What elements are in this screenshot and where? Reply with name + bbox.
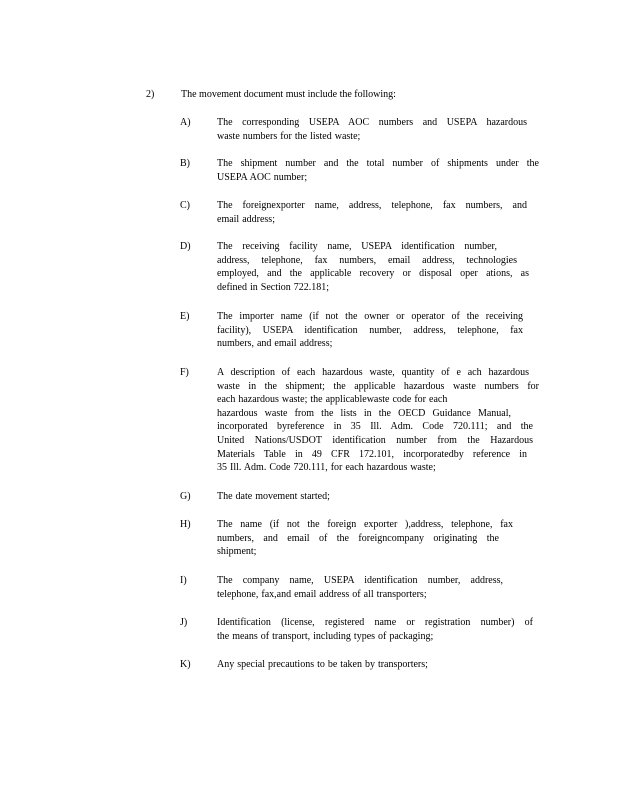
main-item-marker: 2) — [146, 89, 155, 100]
sub-item-text — [217, 310, 539, 351]
text-line: USEPA AOC number; — [217, 171, 308, 183]
sub-item-marker: K) — [180, 659, 191, 670]
text-line: the means of transport, including types of packaging; — [217, 630, 434, 642]
sub-item-marker: H) — [180, 519, 191, 530]
sub-item-text — [217, 518, 539, 559]
sub-item-marker: A) — [180, 117, 191, 128]
text-line: The shipment number and the total number of shipments under the — [217, 158, 539, 169]
text-line: numbers, and email of the foreigncompany originating the — [217, 532, 499, 544]
sub-item-marker: E) — [180, 311, 190, 322]
sub-item-text — [217, 658, 539, 672]
text-line: numbers, and email address; — [217, 338, 333, 350]
sub-item-text — [217, 116, 539, 143]
sub-item-marker: F) — [180, 367, 189, 378]
text-line: 35 Ill. Adm. Code 720.111, for each hazardous waste; — [217, 462, 436, 474]
sub-item-marker: D) — [180, 241, 191, 252]
sub-item-text — [217, 574, 539, 601]
sub-item-marker: G) — [180, 491, 191, 502]
text-line: shipment; — [217, 546, 257, 558]
text-line: waste in the shipment; the applicable hazardous waste numbers for — [217, 380, 539, 392]
text-line: The name (if not the foreign exporter ),address, telephone, fax — [217, 519, 513, 530]
text-line: A description of each hazardous waste, quantity of e ach hazardous — [217, 367, 529, 378]
text-line: Any special precautions to be taken by transporters; — [217, 659, 428, 670]
text-line: The foreignexporter name, address, telephone, fax numbers, and — [217, 200, 527, 211]
text-line: The corresponding USEPA AOC numbers and USEPA hazardous — [217, 117, 527, 128]
text-line: defined in Section 722.181; — [217, 281, 330, 293]
text-line: waste numbers for the listed waste; — [217, 130, 361, 142]
text-line: The date movement started; — [217, 491, 330, 502]
text-line: Identification (license, registered name or registration number) of — [217, 617, 533, 628]
text-line: The receiving facility name, USEPA identification number, — [217, 241, 497, 252]
sub-item-text — [217, 240, 539, 294]
sub-item-text — [217, 616, 539, 643]
sub-item-text — [217, 490, 539, 504]
text-line: each hazardous waste; the applicablewaste code for each — [217, 394, 448, 406]
text-line: address, telephone, fax numbers, email address, technologies — [217, 254, 517, 266]
sub-item-marker: C) — [180, 200, 190, 211]
text-line: hazardous waste from the lists in the OECD Guidance Manual, — [217, 407, 511, 419]
main-item-text: The movement document must include the following: — [181, 89, 396, 100]
text-line: The importer name (if not the owner or operator of the receiving — [217, 311, 523, 322]
text-line: employed, and the applicable recovery or disposal oper ations, as — [217, 268, 529, 280]
sub-item-text — [217, 199, 539, 226]
text-line: incorporated byreference in 35 Ill. Adm. Code 720.111; and the — [217, 421, 533, 433]
text-line: facility), USEPA identification number, address, telephone, fax — [217, 324, 523, 336]
sub-item-marker: I) — [180, 575, 187, 586]
text-line: telephone, fax,and email address of all transporters; — [217, 588, 427, 600]
sub-item-text — [217, 157, 539, 184]
text-line: United Nations/USDOT identification number from the Hazardous — [217, 434, 533, 446]
sub-item-marker: B) — [180, 158, 190, 169]
text-line: The company name, USEPA identification number, address, — [217, 575, 503, 586]
sub-item-text — [217, 366, 539, 475]
text-line: email address; — [217, 213, 275, 225]
sub-item-marker: J) — [180, 617, 188, 628]
text-line: Materials Table in 49 CFR 172.101, incorporatedby reference in — [217, 448, 527, 460]
